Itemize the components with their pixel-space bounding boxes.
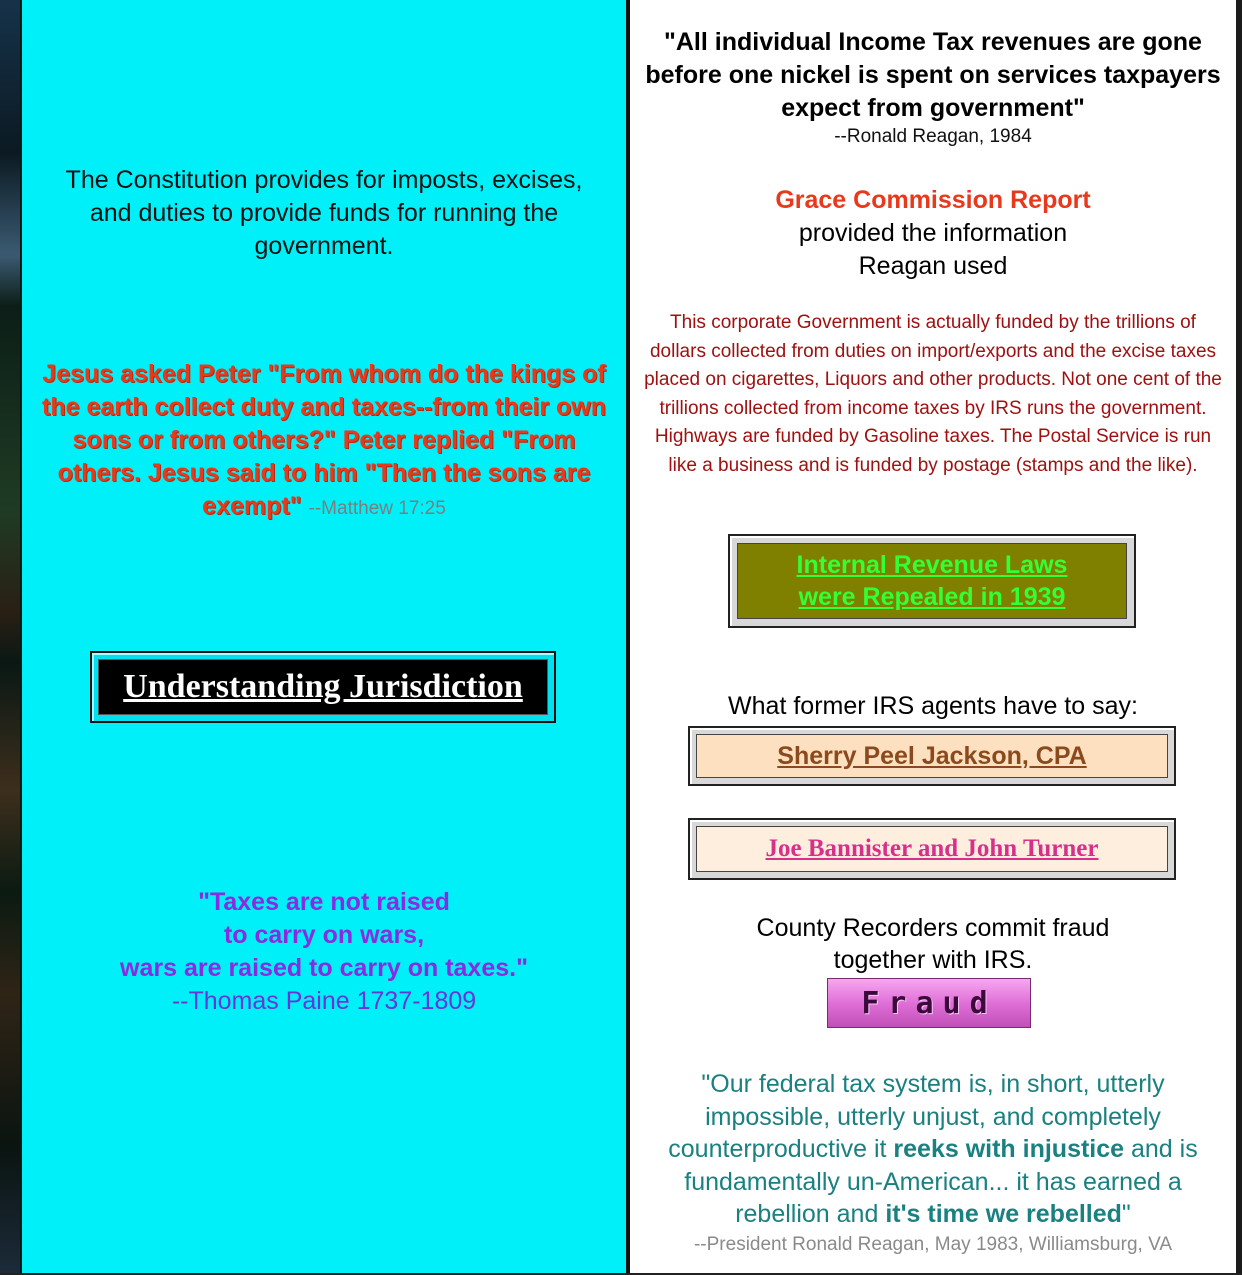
jesus-quote	[22, 358, 626, 525]
jesus-quote-text: Jesus asked Peter "From whom do the kings of the earth collect duty and taxes--from their own sons or from others?" Peter replied "From others. Jesus said to him "Then the sons are exempt"	[42, 360, 606, 520]
joe-bannister-link[interactable]: Joe Bannister and John Turner	[765, 835, 1099, 862]
joe-bannister-button[interactable]	[688, 818, 1176, 880]
jurisdiction-link[interactable]: Understanding Jurisdiction	[123, 668, 523, 705]
rebel-part-1: "Our federal tax system is, in short, utterly impossible, utterly unjust, and completely counterproductive it	[668, 1070, 1165, 1163]
county-recorders-text	[630, 912, 1236, 976]
jesus-citation: --Matthew 17:25	[308, 498, 446, 519]
county-line-1: County Recorders commit fraud	[756, 914, 1110, 942]
background-edge	[0, 0, 20, 1275]
rebel-attribution: --President Ronald Reagan, May 1983, Williamsburg, VA	[693, 1234, 1173, 1255]
fraud-button[interactable]: Fraud	[827, 978, 1031, 1028]
repealed-laws-link[interactable]	[797, 549, 1068, 613]
paine-attribution: --Thomas Paine 1737-1809	[171, 987, 477, 1015]
sherry-link[interactable]: Sherry Peel Jackson, CPA	[777, 741, 1087, 770]
repealed-laws-button-inner	[737, 543, 1127, 619]
rebel-part-2: and is fundamentally un-American... it has earned a rebellion and	[684, 1135, 1198, 1228]
grace-commission-subtitle	[630, 217, 1236, 283]
paine-quote	[22, 886, 626, 1018]
right-edge	[1236, 0, 1242, 1275]
repealed-laws-button[interactable]	[728, 534, 1136, 628]
sherry-button[interactable]	[688, 726, 1176, 786]
grace-line-1: provided the information	[798, 219, 1068, 247]
joe-bannister-button-inner	[696, 826, 1168, 872]
rebel-bold-1: reeks with injustice	[893, 1135, 1125, 1163]
paine-line-3: wars are raised to carry on taxes."	[120, 954, 528, 982]
grace-line-2: Reagan used	[858, 252, 1008, 280]
constitution-text: The Constitution provides for imposts, excises, and duties to provide funds for running the government.	[65, 166, 583, 260]
rebel-bold-2: it's time we rebelled	[885, 1200, 1122, 1228]
reagan-attribution: --Ronald Reagan, 1984	[834, 126, 1032, 147]
jurisdiction-button[interactable]	[90, 651, 556, 723]
jurisdiction-button-inner	[98, 659, 548, 715]
rebel-part-3: "	[1121, 1200, 1131, 1228]
paine-line-1: "Taxes are not raised	[198, 888, 450, 916]
reagan-quote: "All individual Income Tax revenues are gone before one nickel is spent on services taxpayers expect from government"	[645, 28, 1221, 122]
paine-line-2: to carry on wars,	[223, 921, 425, 949]
repealed-line-2: were Repealed in 1939	[798, 583, 1066, 611]
grace-commission-title: Grace Commission Report	[775, 186, 1091, 214]
former-agents-heading: What former IRS agents have to say:	[728, 692, 1138, 720]
corporate-government-text: This corporate Government is actually funded by the trillions of dollars collected from duties on import/exports and the excise taxes placed on cigarettes, Liquors and other products. Not one cent of the trillions collected from income taxes by IRS runs the government. Highways are funded by Gasoline taxes. The Postal Service is run like a business and is funded by postage (stamps and the like).	[644, 312, 1222, 476]
rebel-quote	[630, 1068, 1236, 1231]
county-line-2: together with IRS.	[833, 946, 1033, 974]
sherry-button-inner	[696, 734, 1168, 778]
right-column	[630, 0, 1236, 1273]
repealed-line-1: Internal Revenue Laws	[796, 551, 1068, 579]
left-column	[22, 0, 626, 1273]
